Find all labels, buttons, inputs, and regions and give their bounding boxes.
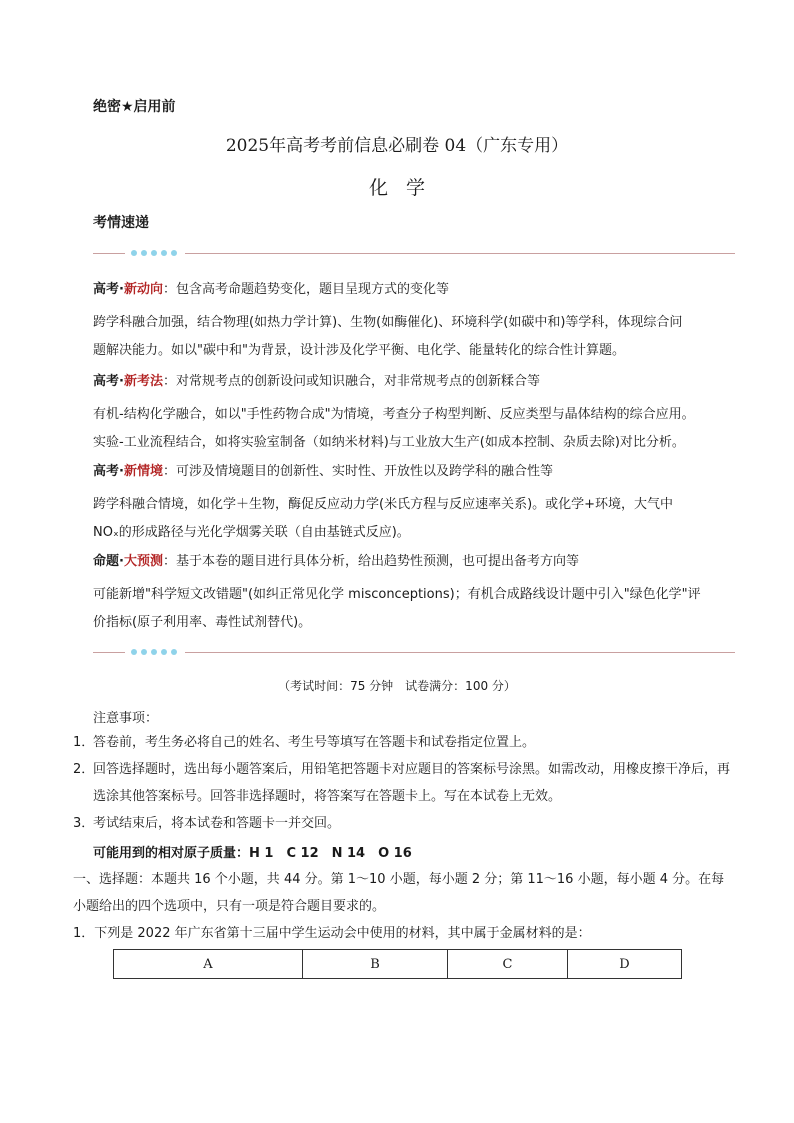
block-line: 价指标(原子利用率、毒性试剂替代)。: [93, 615, 312, 630]
block-label: 高考·新动向: [93, 282, 163, 297]
overview-block-new-method: 高考·新考法：对常规考点的创新设问或知识融合，对非常规考点的创新糅合等 有机-结构化学融合，如以"手性药物合成"为情境，考查分子构型判断、反应类型与晶体结构的综合应用。 实验-工业流程结合，如将实验室制备（如纳米材料)与工业放大生产(如成本控制、杂质去除)对比分析。: [93, 368, 735, 457]
subject-title: 化学: [368, 177, 443, 199]
block-line: 可能新增"科学短文改错题"(如纠正常见化学 misconceptions)；有机合成路线设计题中引入"绿色化学"评: [93, 587, 701, 602]
block-label: 高考·新情境: [93, 464, 163, 479]
block-line: NOₓ的形成路径与光化学烟雾关联（自由基链式反应)。: [93, 525, 410, 540]
notice-item: 3． 考试结束后，将本试卷和答题卡一并交回。: [73, 816, 341, 831]
divider-bottom: [93, 648, 735, 658]
overview-block-new-trend: 高考·新动向：包含高考命题趋势变化，题目呈现方式的变化等 跨学科融合加强，结合物理(如热力学计算)、生物(如酶催化)、环境科学(如碳中和)等学科，体现综合问 题解决能力。如以"碳中和"为背景，设计涉及化学平衡、电化学、能量转化的综合性计算题。: [93, 276, 735, 365]
confidential-label: 绝密★启用前: [93, 99, 176, 115]
question-1-options-table: [113, 949, 682, 979]
option-b-header: B: [303, 950, 448, 979]
notice-heading: 注意事项：: [93, 711, 159, 726]
section-one-instructions: 一、选择题：本题共 16 个小题，共 44 分。第 1～10 小题，每小题 2 分；第 11～16 小题，每小题 4 分。在每小题给出的四个选项中，只有一项是符合题目要求的。: [73, 872, 725, 914]
block-line: 跨学科融合加强，结合物理(如热力学计算)、生物(如酶催化)、环境科学(如碳中和)等学科，体现综合问: [93, 315, 683, 330]
exam-info: （考试时间：75 分钟 试卷满分：100 分）: [278, 679, 516, 693]
overview-block-prediction: 命题·大预测：基于本卷的题目进行具体分析，给出趋势性预测，也可提出备考方向等 可能新增"科学短文改错题"(如纠正常见化学 misconceptions)；有机合成路线设计题中引入"绿色化学"评 价指标(原子利用率、毒性试剂替代)。: [93, 548, 735, 637]
notice-item: 1． 答卷前，考生务必将自己的姓名、考生号等填写在答题卡和试卷指定位置上。: [73, 735, 536, 750]
block-line: 跨学科融合情境，如化学＋生物，酶促反应动力学(米氏方程与反应速率关系)。或化学+环境，大气中: [93, 497, 674, 512]
divider-top: [93, 249, 735, 259]
option-d-header: D: [568, 950, 682, 979]
block-label: 高考·新考法: [93, 374, 163, 389]
question-1-stem: 1．下列是 2022 年广东省第十三届中学生运动会中使用的材料，其中属于金属材料的是：: [73, 926, 591, 941]
overview-heading: 考情速递: [93, 215, 149, 231]
option-a-header: A: [114, 950, 303, 979]
block-line: 实验-工业流程结合，如将实验室制备（如纳米材料)与工业放大生产(如成本控制、杂质去除)对比分析。: [93, 435, 685, 450]
page-title: 2025年高考考前信息必刷卷 04（广东专用）: [225, 136, 569, 156]
notice-item: 2． 回答选择题时，选出每小题答案后，用铅笔把答题卡对应题目的答案标号涂黑。如需改动，用橡皮擦干净后，再选涂其他答案标号。回答非选择题时，将答案写在答题卡上。写在本试卷上无效。: [73, 762, 731, 804]
option-c-header: C: [448, 950, 568, 979]
block-label: 命题·大预测: [93, 554, 163, 569]
block-line: 有机-结构化学融合，如以"手性药物合成"为情境，考查分子构型判断、反应类型与晶体结构的综合应用。: [93, 407, 695, 422]
atomic-masses: 可能用到的相对原子质量：H 1 C 12 N 14 O 16: [93, 846, 412, 861]
block-line: 题解决能力。如以"碳中和"为背景，设计涉及化学平衡、电化学、能量转化的综合性计算题。: [93, 343, 625, 358]
overview-block-new-context: 高考·新情境：可涉及情境题目的创新性、实时性、开放性以及跨学科的融合性等 跨学科融合情境，如化学＋生物，酶促反应动力学(米氏方程与反应速率关系)。或化学+环境，大气中 NOₓ的形成路径与光化学烟雾关联（自由基链式反应)。: [93, 458, 735, 547]
